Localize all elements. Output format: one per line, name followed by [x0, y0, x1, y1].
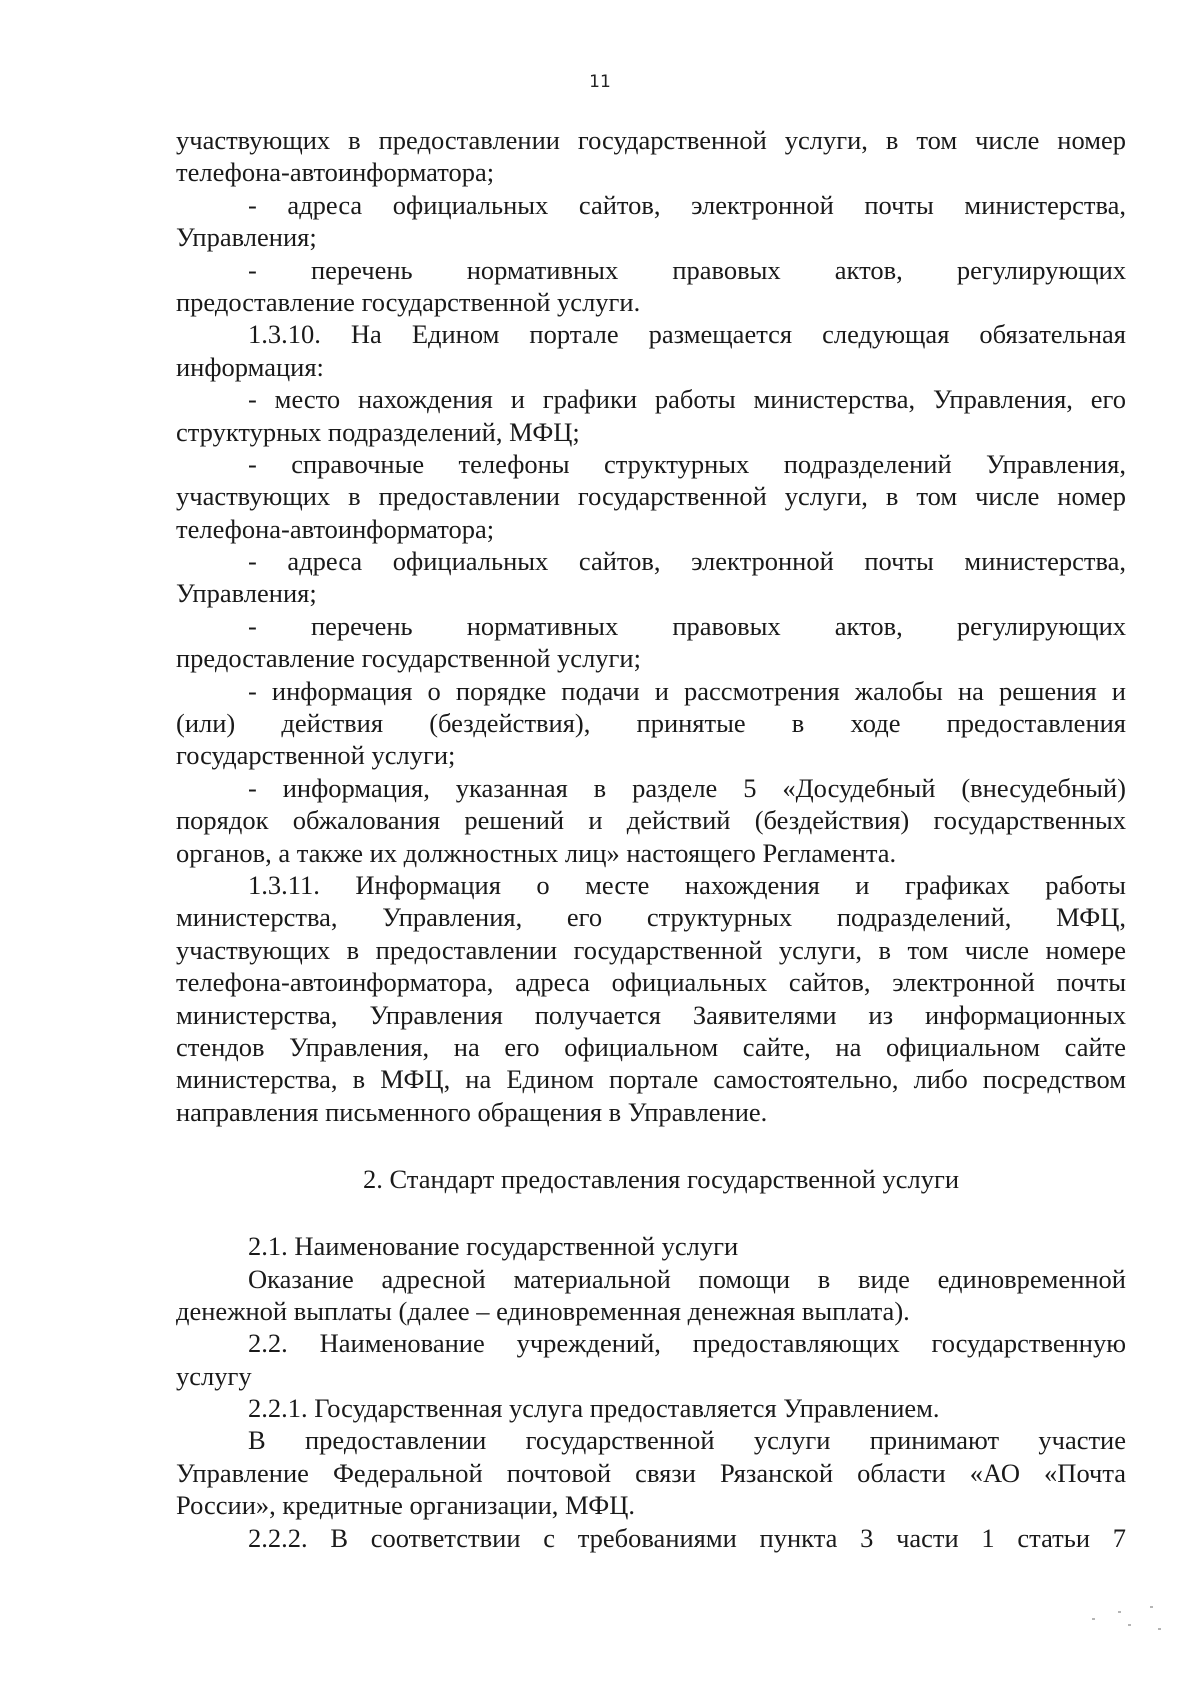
document-body: [176, 124, 1126, 1554]
text-line: участвующих в предоставлении государственной услуги, в том числе номер: [176, 125, 1126, 155]
spacer: [176, 1196, 1126, 1230]
scan-artifact: [1158, 1628, 1161, 1630]
text-line: предоставление государственной услуги;: [176, 643, 641, 674]
text-line: участвующих в предоставлении государственной услуги, в том числе номере: [176, 934, 1126, 965]
text-line: - место нахождения и графики работы министерства, Управления, его: [248, 384, 1126, 415]
text-line: - адреса официальных сайтов, электронной почты министерства,: [248, 546, 1126, 577]
text-line: Управления;: [176, 578, 317, 609]
text-line: - перечень нормативных правовых актов, регулирующих: [248, 610, 1126, 641]
text-line: телефона-автоинформатора;: [176, 513, 495, 544]
text-line: министерства, Управления, его структурных подразделений, МФЦ,: [176, 902, 1126, 933]
text-line: - справочные телефоны структурных подразделений Управления,: [248, 448, 1126, 479]
page-number: 11: [589, 72, 611, 92]
text-line: - адреса официальных сайтов, электронной почты министерства,: [248, 189, 1126, 220]
text-line: услугу: [176, 1360, 252, 1391]
text-line: порядок обжалования решений и действий (бездействия) государственных: [176, 805, 1126, 836]
text-line: 1.3.11. Информация о месте нахождения и графиках работы: [248, 869, 1126, 900]
text-line: Управления;: [176, 222, 317, 253]
scan-artifact: [1092, 1618, 1095, 1620]
text-line: 1.3.10. На Едином портале размещается следующая обязательная: [248, 319, 1126, 350]
text-line: структурных подразделений, МФЦ;: [176, 416, 580, 447]
text-line: В предоставлении государственной услуги принимают участие: [248, 1425, 1126, 1456]
text-line: телефона-автоинформатора, адреса официальных сайтов, электронной почты: [176, 967, 1126, 998]
spacer: [176, 1128, 1126, 1162]
text-line: предоставление государственной услуги.: [176, 286, 641, 317]
text-line: - перечень нормативных правовых актов, регулирующих: [248, 254, 1126, 285]
paragraph-block-2: [176, 1230, 1126, 1554]
text-line: Управление Федеральной почтовой связи Рязанской области «АО «Почта: [176, 1457, 1126, 1488]
text-line: государственной услуги;: [176, 740, 456, 771]
text-line: 2.2. Наименование учреждений, предоставляющих государственную: [248, 1328, 1126, 1359]
text-line: информация:: [176, 351, 324, 382]
scan-artifact: [1150, 1606, 1153, 1608]
text-line: Оказание адресной материальной помощи в виде единовременной: [248, 1263, 1126, 1294]
text-line: органов, а также их должностных лиц» настоящего Регламента.: [176, 837, 897, 868]
text-line: - информация, указанная в разделе 5 «Досудебный (внесудебный): [248, 772, 1126, 803]
text-line: (или) действия (бездействия), принятые в ходе предоставления: [176, 708, 1126, 739]
text-line: стендов Управления, на его официальном сайте, на официальном сайте: [176, 1031, 1126, 1062]
text-line: 2.1. Наименование государственной услуги: [248, 1231, 739, 1262]
scan-artifact: [1118, 1611, 1121, 1613]
paragraph-block-1: [176, 124, 1126, 1128]
text-line: 2.2.1. Государственная услуга предоставляется Управлением.: [248, 1393, 940, 1424]
text-line: телефона-автоинформатора;: [176, 157, 495, 188]
text-line: денежной выплаты (далее – единовременная денежная выплата).: [176, 1295, 910, 1326]
text-line: России», кредитные организации, МФЦ.: [176, 1490, 635, 1521]
text-line: 2.2.2. В соответствии с требованиями пункта 3 части 1 статьи 7: [248, 1522, 1126, 1553]
text-line: министерства, Управления получается Заявителями из информационных: [176, 999, 1126, 1030]
text-line: участвующих в предоставлении государственной услуги, в том числе номер: [176, 481, 1126, 512]
scan-artifact: [1128, 1624, 1131, 1626]
text-line: направления письменного обращения в Управление.: [176, 1096, 768, 1127]
section-heading: 2. Стандарт предоставления государственной услуги: [362, 1164, 960, 1195]
text-line: - информация о порядке подачи и рассмотрения жалобы на решения и: [248, 675, 1126, 706]
text-line: министерства, в МФЦ, на Едином портале самостоятельно, либо посредством: [176, 1064, 1126, 1095]
